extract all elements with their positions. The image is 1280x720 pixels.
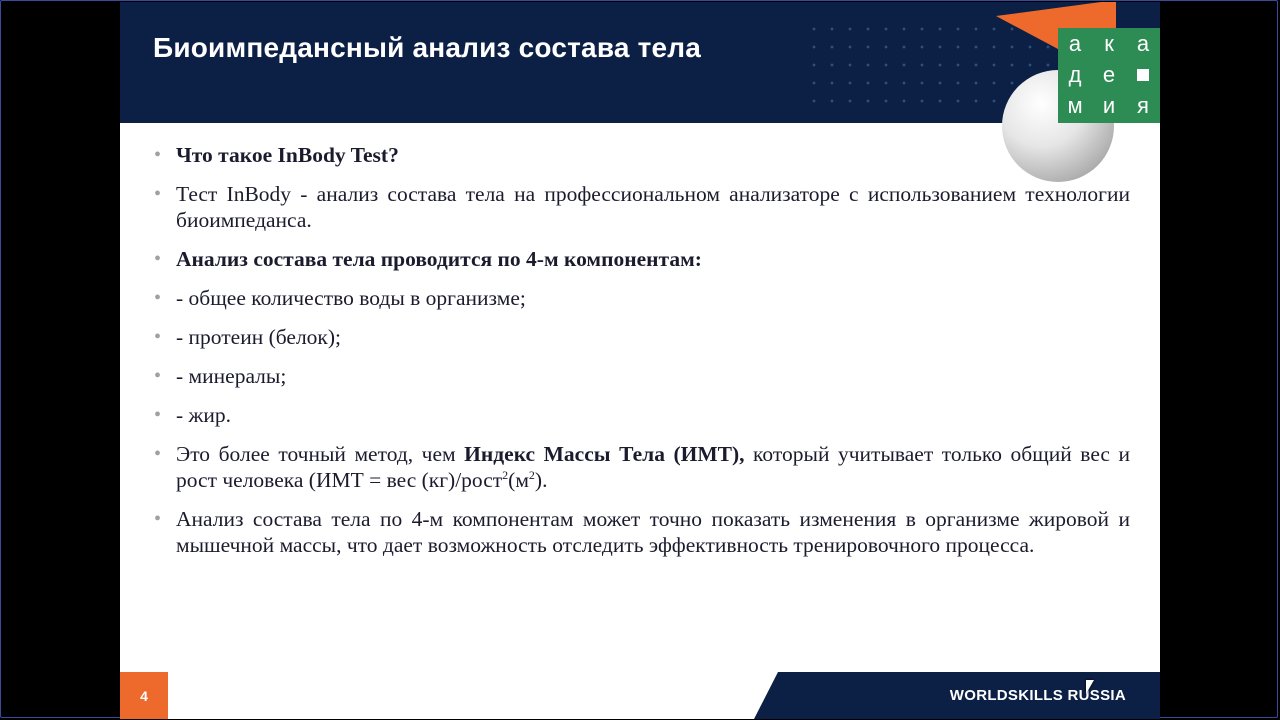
bullet-heading: Анализ состава тела проводится по 4-м компонентам: [176, 247, 702, 271]
superscript: 2 [502, 467, 509, 482]
bullet-text: - жир. [176, 403, 232, 427]
list-item [154, 402, 1130, 428]
bullet-text: Тест InBody - анализ состава тела на профессиональном анализаторе с использованием технологии биоимпеданса. [176, 182, 1130, 232]
presentation-slide [120, 2, 1160, 719]
bullet-text-pre: Это более точный метод, чем [176, 442, 465, 466]
page-number: 4 [120, 672, 168, 719]
list-item [154, 506, 1130, 558]
bullet-text-end: ). [534, 468, 548, 492]
slide-title: Биоимпедансный анализ состава тела [153, 32, 702, 63]
logo-letter: я [1137, 92, 1149, 118]
list-item [154, 246, 1130, 272]
logo-letter: к [1104, 30, 1114, 56]
bullet-text-post: который учитывает только общий вес и рост человека (ИМТ = вес (кг)/рост [176, 442, 1130, 492]
list-item [154, 285, 1130, 311]
worldskills-brand: WORLDSKILLS RUSSIA [949, 687, 1126, 704]
logo-letter: а [1136, 30, 1150, 56]
bullet-heading: Что такое InBody Test? [176, 143, 399, 167]
list-item [154, 363, 1130, 389]
list-item [154, 142, 1130, 168]
logo-letter: м [1067, 92, 1083, 118]
logo-letter: д [1068, 61, 1082, 87]
superscript: 2 [528, 467, 535, 482]
logo-letter: и [1102, 92, 1116, 118]
list-item [154, 441, 1130, 493]
bullet-list [154, 142, 1130, 571]
bullet-text: - протеин (белок); [176, 325, 341, 349]
bullet-text: - общее количество воды в организме; [176, 286, 526, 310]
bullet-text: Анализ состава тела по 4-м компонентам может точно показать изменения в организме жировой и мышечной массы, что дает возможность отследить эффективность тренировочного процесса. [176, 507, 1130, 557]
logo-letter: е [1102, 61, 1116, 87]
logo-letter: а [1068, 30, 1082, 56]
bullet-text: - минералы; [176, 364, 287, 388]
list-item [154, 181, 1130, 233]
academy-logo [1058, 28, 1160, 123]
logo-square-icon [1137, 69, 1149, 81]
bullet-bold-term: Индекс Массы Тела (ИМТ), [464, 442, 745, 466]
mouse-cursor-icon [1086, 680, 1094, 694]
bullet-text-mid: (м [508, 468, 529, 492]
list-item [154, 324, 1130, 350]
